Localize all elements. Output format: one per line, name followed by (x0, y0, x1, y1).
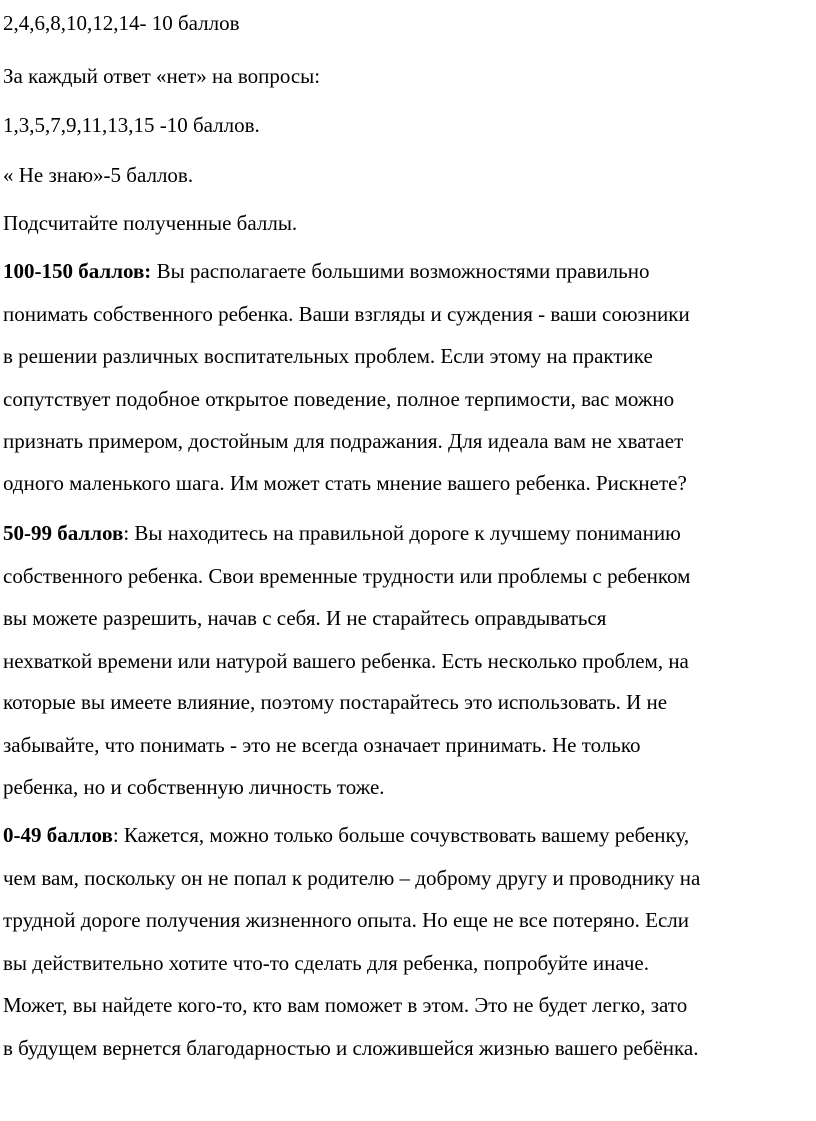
result-mid-line: собственного ребенка. Свои временные трудности или проблемы с ребенком (3, 564, 691, 588)
result-high-line: сопутствует подобное открытое поведение, полное терпимости, вас можно (3, 387, 675, 411)
result-high-label: 100-150 баллов: (3, 259, 152, 283)
instruction-count-points: Подсчитайте полученные баллы. (3, 211, 298, 235)
result-mid-text: : Вы находитесь на правильной дороге к лучшему пониманию (123, 521, 681, 545)
result-mid-line: ребенка, но и собственную личность тоже. (3, 775, 385, 799)
scoring-line-dont-know: « Не знаю»-5 баллов. (3, 163, 194, 187)
result-mid-line: которые вы имеете влияние, поэтому постарайтесь это использовать. И не (3, 690, 668, 714)
result-low-line: вы действительно хотите что-то сделать для ребенка, попробуйте иначе. (3, 951, 649, 975)
result-low-line: трудной дороге получения жизненного опыта. Но еще не все потеряно. Если (3, 908, 690, 932)
result-high-line: признать примером, достойным для подражания. Для идеала вам не хватает (3, 429, 684, 453)
result-low-label: 0-49 баллов (3, 823, 113, 847)
scoring-line-even-questions: 2,4,6,8,10,12,14- 10 баллов (3, 11, 240, 35)
result-low-line: в будущем вернется благодарностью и сложившейся жизнью вашего ребёнка. (3, 1036, 699, 1060)
result-mid-label: 50-99 баллов (3, 521, 124, 545)
result-high-line: в решении различных воспитательных проблем. Если этому на практике (3, 344, 653, 368)
scoring-line-no-answers: За каждый ответ «нет» на вопросы: (3, 64, 321, 88)
result-high-first-line (3, 258, 649, 284)
result-mid-line: нехваткой времени или натурой вашего ребенка. Есть несколько проблем, на (3, 649, 689, 673)
result-high-line: понимать собственного ребенка. Ваши взгляды и суждения - ваши союзники (3, 302, 690, 326)
result-low-line: Может, вы найдете кого-то, кто вам поможет в этом. Это не будет легко, зато (3, 993, 688, 1017)
result-high-text: Вы располагаете большими возможностями правильно (151, 259, 650, 283)
result-mid-line: забывайте, что понимать - это не всегда означает принимать. Не только (3, 733, 641, 757)
result-low-first-line (3, 822, 689, 848)
result-mid-first-line (3, 520, 681, 546)
scoring-line-odd-questions: 1,3,5,7,9,11,13,15 -10 баллов. (3, 113, 260, 137)
result-low-line: чем вам, поскольку он не попал к родителю – доброму другу и проводнику на (3, 866, 701, 890)
result-mid-line: вы можете разрешить, начав с себя. И не старайтесь оправдываться (3, 606, 607, 630)
result-high-line: одного маленького шага. Им может стать мнение вашего ребенка. Рискнете? (3, 471, 687, 495)
result-low-text: : Кажется, можно только больше сочувствовать вашему ребенку, (112, 823, 690, 847)
